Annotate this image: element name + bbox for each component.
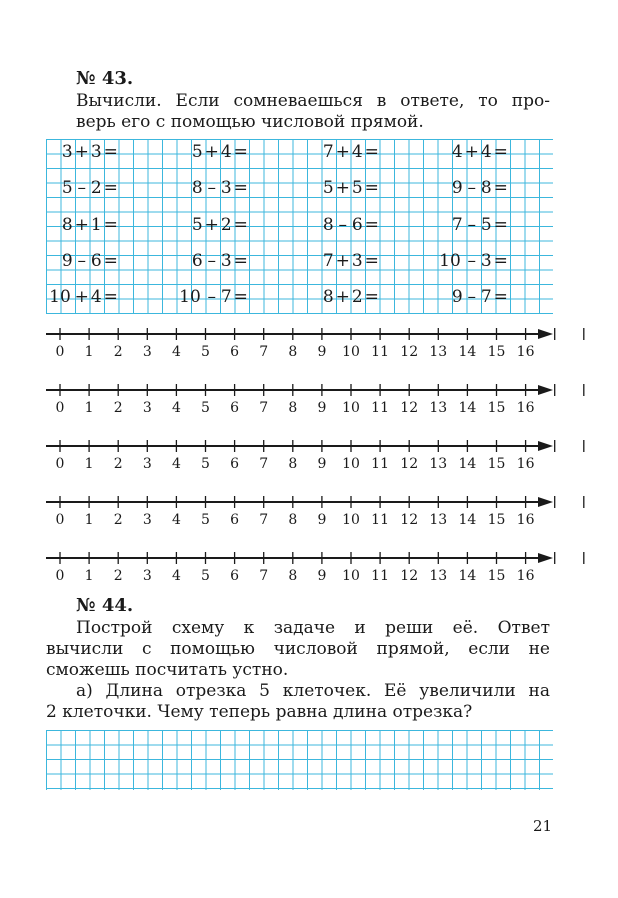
task-43-number: № 43.	[76, 68, 134, 89]
number-line-label: 1	[84, 568, 94, 584]
equals-sign: =	[233, 287, 248, 307]
operand-b: 5	[480, 215, 492, 235]
operand-b: 3	[220, 251, 232, 271]
number-line-label: 1	[84, 344, 94, 360]
operand-b: 6	[90, 251, 102, 271]
task-44-part-a-line-1: а) Длина отрезка 5 клеточек. Её увеличили на	[76, 681, 550, 701]
number-line	[46, 496, 584, 528]
operand-b: 3	[220, 178, 232, 198]
equals-sign: =	[233, 251, 248, 271]
number-line-label: 12	[400, 568, 419, 584]
number-line-label: 3	[142, 344, 152, 360]
number-line-label: 7	[259, 344, 269, 360]
task-43-instruction-line-2: верь его с помощью числовой прямой.	[76, 112, 424, 132]
operator: +	[204, 215, 219, 235]
number-line-label: 11	[371, 456, 390, 472]
equals-sign: =	[233, 215, 248, 235]
equals-sign: =	[364, 142, 379, 162]
number-line-label: 12	[400, 456, 419, 472]
number-line-label: 9	[317, 456, 327, 472]
equals-sign: =	[103, 142, 118, 162]
operand-b: 7	[220, 287, 232, 307]
number-line-label: 16	[516, 568, 535, 584]
equals-sign: =	[493, 287, 508, 307]
number-line-label: 4	[171, 400, 181, 416]
number-line-label: 4	[171, 456, 181, 472]
operand-a: 9	[61, 251, 73, 271]
operator: –	[207, 251, 216, 271]
number-line-label: 5	[201, 456, 210, 472]
number-line-label: 14	[458, 400, 477, 416]
task-44-part-a-line-2: 2 клеточки. Чему теперь равна длина отрезка?	[46, 702, 473, 722]
task-44-number: № 44.	[76, 595, 134, 616]
number-line-label: 15	[487, 344, 506, 360]
number-line-label: 11	[371, 400, 390, 416]
operand-a: 8	[322, 287, 334, 307]
operand-a: 8	[191, 178, 203, 198]
operand-a: 5	[61, 178, 73, 198]
task-44-line-2: вычисли с помощью числовой прямой, если не	[46, 639, 550, 659]
number-line	[46, 440, 584, 472]
number-line-label: 6	[230, 568, 240, 584]
operator: –	[77, 178, 86, 198]
operand-b: 4	[220, 142, 232, 162]
number-line-label: 12	[400, 344, 419, 360]
operator: +	[335, 251, 350, 271]
number-line-label: 14	[458, 512, 477, 528]
operand-a: 5	[322, 178, 334, 198]
operand-a: 10	[49, 287, 71, 307]
number-line-label: 1	[84, 456, 94, 472]
number-line-label: 5	[201, 400, 210, 416]
equals-sign: =	[493, 215, 508, 235]
operand-b: 2	[90, 178, 102, 198]
number-line	[46, 384, 584, 416]
operator: –	[467, 178, 476, 198]
arrow-right-icon	[538, 329, 553, 339]
number-line-label: 15	[487, 568, 506, 584]
equals-sign: =	[364, 215, 379, 235]
operand-a: 5	[191, 215, 203, 235]
number-line-label: 2	[113, 344, 123, 360]
operator: –	[338, 215, 347, 235]
number-line-label: 8	[288, 400, 298, 416]
operand-a: 10	[439, 251, 461, 271]
number-line-label: 9	[317, 400, 327, 416]
number-line-label: 6	[230, 512, 240, 528]
equals-sign: =	[364, 251, 379, 271]
operator: –	[467, 251, 476, 271]
number-line-label: 16	[516, 512, 535, 528]
operand-a: 7	[451, 215, 463, 235]
number-line-label: 8	[288, 512, 298, 528]
number-line-label: 13	[429, 344, 448, 360]
arrow-right-icon	[538, 553, 553, 563]
number-line-label: 0	[55, 568, 65, 584]
operand-b: 3	[480, 251, 492, 271]
operator: –	[467, 215, 476, 235]
number-line-label: 9	[317, 568, 327, 584]
number-line-label: 4	[171, 512, 181, 528]
equals-sign: =	[364, 178, 379, 198]
operand-b: 3	[351, 251, 363, 271]
number-line-label: 15	[487, 512, 506, 528]
operator: +	[74, 142, 89, 162]
answer-grid	[46, 730, 553, 790]
number-line-label: 3	[142, 456, 152, 472]
operand-b: 1	[90, 215, 102, 235]
number-line-label: 10	[342, 568, 360, 584]
equals-sign: =	[103, 178, 118, 198]
number-line-label: 2	[113, 456, 123, 472]
arrow-right-icon	[538, 497, 553, 507]
number-line-label: 16	[516, 456, 535, 472]
number-line-label: 14	[458, 568, 477, 584]
operand-b: 3	[90, 142, 102, 162]
task-43-instruction-line-1: Вычисли. Если сомневаешься в ответе, то про-	[76, 91, 550, 111]
operand-a: 10	[179, 287, 201, 307]
number-line-label: 7	[259, 456, 269, 472]
operand-b: 8	[480, 178, 492, 198]
number-line-label: 7	[259, 400, 269, 416]
operand-b: 7	[480, 287, 492, 307]
number-line-label: 4	[171, 568, 181, 584]
number-line-label: 5	[201, 568, 210, 584]
operand-b: 4	[90, 287, 102, 307]
number-line-label: 16	[516, 344, 535, 360]
number-line-label: 10	[342, 456, 360, 472]
number-line-label: 8	[288, 568, 298, 584]
number-line-label: 13	[429, 568, 448, 584]
operand-a: 9	[451, 287, 463, 307]
number-line-label: 8	[288, 456, 298, 472]
operator: +	[335, 178, 350, 198]
equals-sign: =	[233, 142, 248, 162]
equals-sign: =	[103, 251, 118, 271]
number-line-label: 6	[230, 456, 240, 472]
number-line-label: 11	[371, 344, 390, 360]
operator: –	[467, 287, 476, 307]
operand-b: 4	[480, 142, 492, 162]
number-line-label: 10	[342, 344, 360, 360]
number-line-label: 9	[317, 512, 327, 528]
operand-a: 8	[61, 215, 73, 235]
operand-a: 6	[191, 251, 203, 271]
operator: –	[77, 251, 86, 271]
number-line-label: 7	[259, 512, 269, 528]
operand-a: 3	[61, 142, 73, 162]
number-line-label: 13	[429, 400, 448, 416]
number-line-label: 9	[317, 344, 327, 360]
number-line-label: 13	[429, 456, 448, 472]
equals-sign: =	[493, 178, 508, 198]
equals-sign: =	[233, 178, 248, 198]
number-line-label: 10	[342, 512, 360, 528]
number-line-label: 14	[458, 456, 477, 472]
operand-b: 4	[351, 142, 363, 162]
operator: –	[207, 178, 216, 198]
operand-a: 4	[451, 142, 463, 162]
equals-sign: =	[364, 287, 379, 307]
arrow-right-icon	[538, 385, 553, 395]
arrow-right-icon	[538, 441, 553, 451]
task-44-line-1: Построй схему к задаче и реши её. Ответ	[76, 618, 550, 638]
operator: –	[207, 287, 216, 307]
number-line-label: 1	[84, 400, 94, 416]
number-line-label: 7	[259, 568, 269, 584]
number-line-label: 14	[458, 344, 477, 360]
equals-sign: =	[493, 142, 508, 162]
number-line-label: 8	[288, 344, 298, 360]
operand-b: 5	[351, 178, 363, 198]
number-line	[46, 552, 584, 584]
operand-a: 9	[451, 178, 463, 198]
operand-a: 7	[322, 251, 334, 271]
number-line-label: 12	[400, 400, 419, 416]
number-line-label: 15	[487, 400, 506, 416]
number-line-label: 5	[201, 512, 210, 528]
task-44-line-3: сможешь посчитать устно.	[46, 660, 289, 680]
number-line-label: 16	[516, 400, 535, 416]
operator: +	[335, 142, 350, 162]
number-line	[46, 328, 584, 360]
number-line-label: 0	[55, 456, 65, 472]
number-line-label: 0	[55, 512, 65, 528]
operand-b: 2	[220, 215, 232, 235]
operand-a: 5	[191, 142, 203, 162]
number-line-label: 1	[84, 512, 94, 528]
number-line-label: 5	[201, 344, 210, 360]
number-line-label: 3	[142, 400, 152, 416]
operator: +	[464, 142, 479, 162]
number-line-label: 2	[113, 400, 123, 416]
number-line-label: 6	[230, 400, 240, 416]
equals-sign: =	[103, 215, 118, 235]
operator: +	[74, 215, 89, 235]
number-line-label: 12	[400, 512, 419, 528]
operator: +	[74, 287, 89, 307]
operator: +	[204, 142, 219, 162]
page-number: 21	[533, 817, 553, 835]
operand-a: 8	[322, 215, 334, 235]
number-line-label: 0	[55, 344, 65, 360]
operator: +	[335, 287, 350, 307]
number-line-label: 4	[171, 344, 181, 360]
number-line-label: 2	[113, 568, 123, 584]
number-line-label: 6	[230, 344, 240, 360]
number-line-label: 0	[55, 400, 65, 416]
number-line-label: 15	[487, 456, 506, 472]
number-line-label: 10	[342, 400, 360, 416]
operand-b: 6	[351, 215, 363, 235]
operand-b: 2	[351, 287, 363, 307]
number-line-label: 3	[142, 568, 152, 584]
number-line-label: 13	[429, 512, 448, 528]
equals-sign: =	[103, 287, 118, 307]
number-line-label: 11	[371, 512, 390, 528]
equals-sign: =	[493, 251, 508, 271]
number-line-label: 3	[142, 512, 152, 528]
operand-a: 7	[322, 142, 334, 162]
number-line-label: 2	[113, 512, 123, 528]
number-line-label: 11	[371, 568, 390, 584]
